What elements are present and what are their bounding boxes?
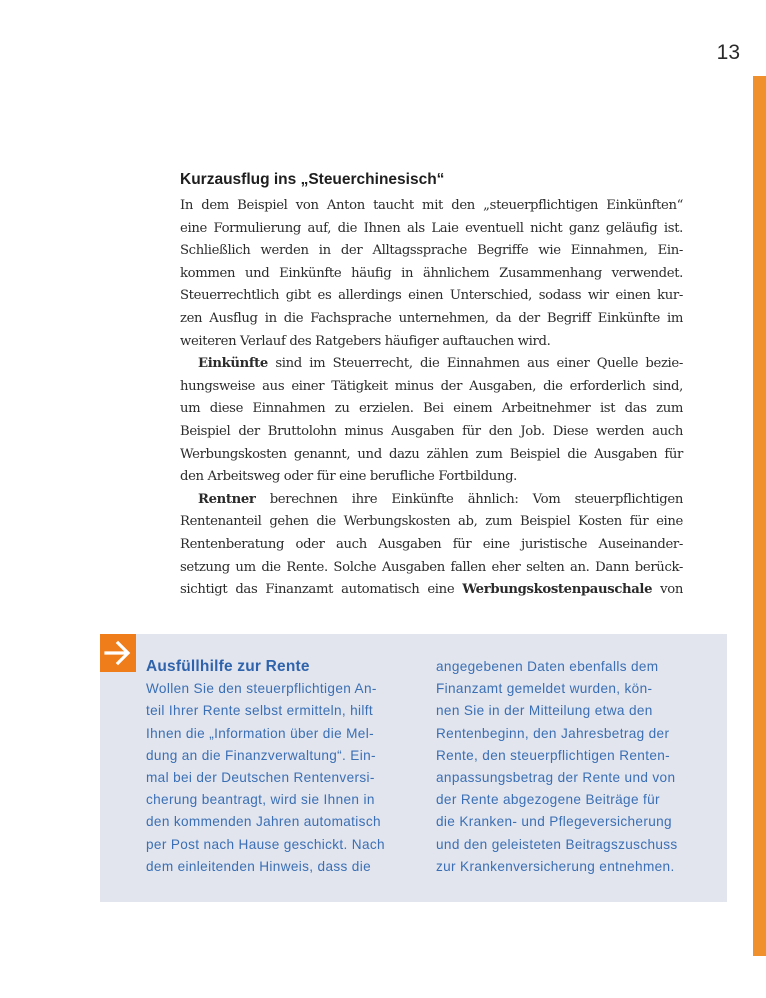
text-line: Rentenanteil gehen die Werbungskosten ab, zum Beispiel Kosten für eine	[180, 514, 683, 530]
info-line: zur Krankenversicherung entnehmen.	[436, 858, 675, 874]
info-box-heading: Ausfüllhilfe zur Rente	[146, 658, 310, 675]
text-line: weiteren Verlauf des Ratgebers häufiger auftauchen wird.	[180, 333, 551, 349]
info-line: anpassungsbetrag der Rente und von	[436, 769, 676, 785]
body-text	[180, 195, 683, 602]
info-line: Wollen Sie den steuerpflichtigen An-	[146, 681, 377, 697]
term-einkuenfte: Einkünfte	[198, 356, 268, 372]
info-line: Rente, den steuerpflichtigen Renten-	[436, 747, 671, 763]
text-line: den Arbeitsweg oder für eine berufliche Fortbildung.	[180, 469, 518, 485]
section-heading: Kurzausflug ins „Steuerchinesisch“	[180, 171, 445, 188]
text-line: setzung um die Rente. Solche Ausgaben fallen eher selten an. Dann berück-	[180, 559, 683, 575]
info-line: der Rente abgezogene Beiträge für	[436, 792, 660, 808]
page-number: 13	[716, 41, 740, 64]
text-line: zen Ausflug in die Fachsprache unternehmen, da der Begriff Einkünfte im	[180, 310, 683, 326]
info-box-left-column	[146, 656, 414, 878]
info-line: mal bei der Deutschen Rentenversi-	[146, 769, 375, 785]
info-line: Rentenbeginn, den Jahresbetrag der	[436, 725, 670, 741]
info-line: die Kranken- und Pflegeversicherung	[436, 814, 672, 830]
text-line: eine Formulierung auf, die Ihnen als Laie eventuell nicht ganz geläufig ist.	[180, 220, 683, 236]
text-fragment: sichtigt das Finanzamt automatisch eine	[180, 582, 463, 598]
text-line: Beispiel der Bruttolohn minus Ausgaben für den Job. Diese werden auch	[180, 423, 683, 439]
info-line: cherung beantragt, wird sie Ihnen in	[146, 792, 375, 808]
text-line: hungsweise aus einer Tätigkeit minus der Ausgaben, die erforderlich sind,	[180, 378, 683, 394]
info-box-right-column	[436, 656, 711, 878]
text-line-last	[180, 579, 683, 602]
text-line: um diese Einnahmen zu erzielen. Bei einem Arbeitnehmer ist das zum	[180, 401, 683, 417]
text-line: In dem Beispiel von Anton taucht mit den „steuerpflichtigen Einkünften“	[180, 198, 683, 213]
text-line: Rentenberatung oder auch Ausgaben für eine juristische Auseinander-	[180, 536, 683, 552]
orange-edge-bar	[753, 76, 766, 956]
text-fragment: sind im Steuerrecht, die Einnahmen aus einer Quelle bezie-	[267, 356, 683, 372]
text-line: Steuerrechtlich gibt es allerdings einen Unterschied, sodass wir einen kur-	[180, 288, 683, 304]
info-line: dung an die Finanzverwaltung“. Ein-	[146, 747, 376, 763]
text-line: kommen und Einkünfte häufig in ähnlichem Zusammenhang verwendet.	[180, 265, 683, 281]
text-line: Werbungskosten genannt, und dazu zählen zum Beispiel die Ausgaben für	[180, 446, 683, 462]
paragraph-rentner-start	[180, 489, 683, 512]
info-line: Ihnen die „Information über die Mel-	[146, 725, 374, 741]
info-line: per Post nach Hause geschickt. Nach	[146, 836, 385, 852]
info-line: und den geleisteten Beitragszuschuss	[436, 836, 678, 852]
text-fragment: berechnen ihre Einkünfte ähnlich: Vom steuerpflichtigen	[255, 491, 683, 507]
paragraph-einkuenfte-start	[180, 353, 683, 376]
info-line: teil Ihrer Rente selbst ermitteln, hilft	[146, 703, 374, 719]
text-line: Schließlich werden in der Alltagssprache Begriffe wie Einnahmen, Ein-	[180, 243, 683, 259]
info-line: angegebenen Daten ebenfalls dem	[436, 659, 659, 674]
arrow-right-icon	[100, 634, 136, 672]
info-line: den kommenden Jahren automatisch	[146, 814, 381, 830]
info-line: Finanzamt gemeldet wurden, kön-	[436, 681, 653, 697]
text-fragment: von	[652, 582, 683, 598]
info-line: nen Sie in der Mitteilung etwa den	[436, 703, 653, 719]
term-werbungskostenpauschale: Werbungskostenpauschale	[462, 582, 653, 598]
info-line: dem einleitenden Hinweis, dass die	[146, 858, 371, 874]
term-rentner: Rentner	[198, 491, 256, 507]
